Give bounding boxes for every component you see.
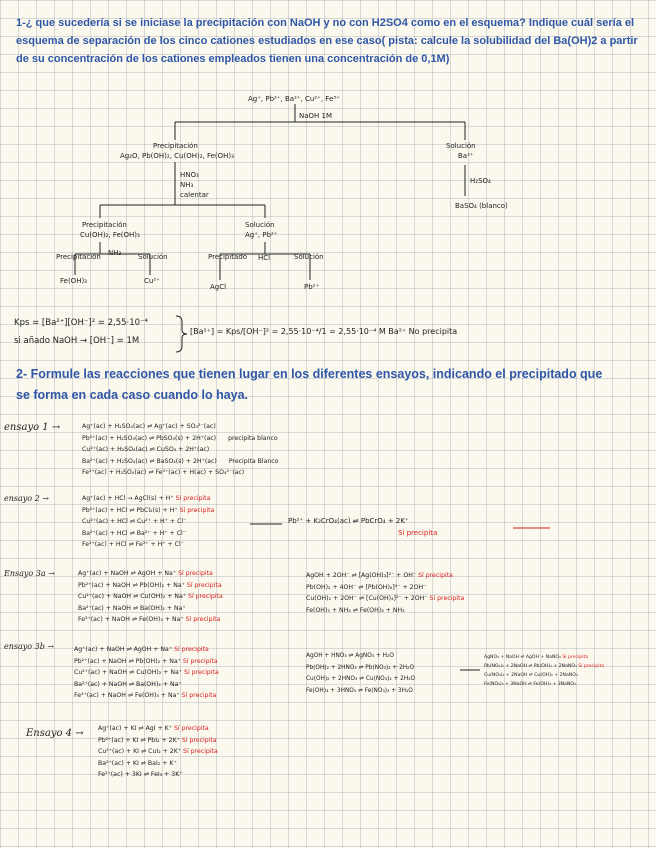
scheme-sol4-result: Pb²⁺ [304,283,320,291]
scheme-ppt3-title: Precipitación [56,253,101,261]
reaction-line: AgOH + HNO₃ ⇌ AgNO₃ + H₂O [306,653,394,659]
reaction-line: Fe³⁺(ac) + 3KI ⇌ FeI₃ + 3K⁺ [98,771,183,779]
ensayo-2-label: ensayo 2 → [4,494,49,503]
ensayo-2-side-reaction [288,516,437,539]
reaction-line: AgNO₃ + NaOH ⇌ AgOH + NaNO₃ Sí precipita [484,655,589,660]
reaction-line: Cu²⁺(ac) + H₂SO₄(ac) ⇌ CuSO₄ + 2H⁺(ac) [82,446,210,454]
reaction-line: Pb²⁺(ac) + HCl ⇌ PbCl₂(s) + H⁺ Sí precipita [82,506,215,514]
reaction-line: Ba²⁺(ac) + H₂SO₄(ac) ⇌ BaSO₄(s) + 2H⁺(ac) Precipita Blanco [82,457,279,465]
ksp-line-2: si añado NaOH → [OH⁻] = 1M [14,336,140,346]
scheme-ppt1-title: Precipitación [153,142,198,150]
reaction-line: Pb²⁺ + K₂CrO₄(ac) ⇌ PbCrO₄ + 2K⁺ [288,517,409,525]
scheme-sol3-title: Solución [138,253,168,261]
ensayo-4-label: Ensayo 4 → [26,728,84,739]
reaction-line: Ba²⁺(ac) + NaOH ⇌ Ba(OH)₂ + Na⁺ [78,604,186,612]
reaction-line: Fe(OH)₃ + NH₃ ⇌ Fe(OH)₃ + NH₃ [306,606,405,614]
reaction-line: Cu²⁺(ac) + HCl ⇌ Cu²⁺ + H⁺ + Cl⁻ [82,518,187,526]
ensayo-3b-reactions [74,644,219,702]
reaction-line: Fe³⁺(ac) + NaOH ⇌ Fe(OH)₃ + Na⁺ Sí precipita [74,692,217,700]
reaction-line: Pb²⁺(ac) + NaOH ⇌ Pb(OH)₂ + Na⁺ Sí precipita [78,581,222,589]
scheme-ppt4-title: Precipitado [208,253,248,261]
scheme-sol2-title: Solución [245,221,275,229]
reaction-line: Pb²⁺(ac) + NaOH ⇌ Pb(OH)₂ + Na⁺ Sí precipita [74,657,218,665]
scheme-ppt1-detail: Ag₂O, Pb(OH)₂, Cu(OH)₂, Fe(OH)₃ [120,152,234,160]
scheme-ppt2-detail: Cu(OH)₂, Fe(OH)₃ [80,231,140,239]
ensayo-3b-far-reactions [484,653,604,689]
ensayo-3a-reactions [78,568,223,626]
scheme-top-cations: Ag⁺, Pb²⁺, Ba²⁺, Cu²⁺, Fe³⁺ [248,95,340,103]
reaction-line: Ba²⁺(ac) + KI ⇌ BaI₂ + K⁺ [98,759,177,767]
reaction-line: Pb²⁺(ac) + KI ⇌ PbI₂ + 2K⁺ Sí precipita [98,736,217,744]
ksp-line-1: Kps = [Ba²⁺][OH⁻]² = 2,55·10⁻⁴ [14,318,148,328]
scheme-result-baso4: BaSO₄ (blanco) [455,202,508,210]
ensayo-3a-label: Ensayo 3a → [4,569,55,578]
scheme-sol3-result: Cu²⁺ [144,277,160,285]
reaction-line: Ba²⁺(ac) + NaOH ⇌ Ba(OH)₂ + Na⁺ [74,680,182,688]
scheme-ppt2-title: Precipitación [82,221,127,229]
reaction-line: Cu(OH)₂ + 2HNO₃ ⇌ Cu(NO₃)₂ + 2H₂O [306,676,416,683]
ensayo-3b-side-reactions [306,651,415,697]
ensayo-4-reactions [98,723,218,781]
reaction-line: Ag⁺(ac) + NaOH ⇌ AgOH + Na⁺ Sí precipita [78,570,213,577]
scheme-reagent2: HNO₃ NH₃ calentar [180,171,209,199]
scheme-sol1-detail: Ba²⁺ [458,152,474,160]
scheme-sol4-title: Solución [294,253,324,261]
reaction-line: Ag⁺(ac) + KI ⇌ AgI + K⁺ Sí precipita [98,725,209,732]
scheme-sol2-detail: Ag⁺, Pb²⁺ [245,231,278,239]
question-2-text: 2- Formule las reacciones que tienen lugar en los diferentes ensayos, indicando el precipitado que se forma en cada caso cuando lo haya. [16,367,603,402]
reaction-line: Fe³⁺(ac) + NaOH ⇌ Fe(OH)₃ + Na⁺ Sí precipita [78,616,221,624]
reaction-line: AgOH + 2OH⁻ ⇌ [Ag(OH)₃]²⁻ + OH⁻ Sí precipita [306,572,453,579]
reaction-line: Cu²⁺(ac) + NaOH ⇌ Cu(OH)₂ + Na⁺ Sí precipita [74,669,219,677]
reaction-line: Ag⁺(ac) + HCl → AgCl(s) + H⁺ Sí precipita [82,495,211,502]
reaction-line: Ag⁺(ac) + H₂SO₄(ac) ⇌ Ag⁺(ac) + SO₄²⁻(ac) [82,423,216,430]
reaction-line: Pb(NO₃)₂ + 2NaOH ⇌ Pb(OH)₂ + 2NaNO₃ Sí precipita [484,664,605,669]
reaction-line: Ba²⁺(ac) + HCl ⇌ Ba²⁺ + H⁺ + Cl⁻ [82,529,186,537]
reaction-line: Fe(NO₃)₃ + 3NaOH ⇌ Fe(OH)₃ + 3NaNO₃ [484,682,576,687]
ksp-result: [Ba²⁺] = Kps/[OH⁻]² = 2,55·10⁻⁴/1 = 2,55·10⁻⁴ M Ba²⁺ No precipita [190,327,458,336]
ensayo-2-reactions [82,493,214,551]
question-1-text: 1-¿ que sucedería si se iniciase la precipitación con NaOH y no con H2SO4 como en el esquema? Indique cuál sería el esquema de separación de los cinco cationes estudiados en ese caso( pista: calcule la solubilidad del Ba(OH)2 a partir de su concentración de los cationes empleados tienen una concentración de 0,1M) [16,17,638,65]
reaction-line: Pb(OH)₂ + 4OH⁻ ⇌ [Pb(OH)₆]⁴⁻ + 2OH⁻ [306,583,427,591]
scheme-ppt3-result: Fe(OH)₃ [60,277,87,285]
reaction-line: Cu(OH)₂ + 2OH⁻ ⇌ [Cu(OH)₄]²⁻ + 2OH⁻ Sí precipita [306,595,465,603]
reaction-line: Pb²⁺(ac) + H₂SO₄(ac) ⇌ PbSO₄(s) + 2H⁺(ac) precipita blanco [82,434,278,442]
reaction-line: Cu²⁺(ac) + KI ⇌ CuI₂ + 2K⁺ Sí precipita [98,748,218,756]
ensayo-3b-label: ensayo 3b → [4,642,55,651]
ensayo-1-label: ensayo 1 → [4,422,61,433]
reaction-line: Fe(OH)₃ + 3HNO₃ ⇌ Fe(NO₃)₃ + 3H₂O [306,687,413,694]
reaction-note: Sí precipita [398,528,438,537]
scheme-nh3: NH₃ [108,249,122,257]
reaction-line: Cu²⁺(ac) + NaOH ⇌ Cu(OH)₂ + Na⁺ Sí precipita [78,593,223,601]
scheme-hcl: HCl [258,254,271,262]
scheme-reagent-h2so4: H₂SO₄ [470,177,491,185]
reaction-line: Ag⁺(ac) + NaOH ⇌ AgOH + Na⁺ Sí precipita [74,646,209,653]
reaction-line: Fe³⁺(ac) + H₂SO₄(ac) ⇌ Fe³⁺(ac) + H(ac) + SO₄²⁻(ac) [82,469,245,477]
scheme-ppt4-result: AgCl [210,283,227,291]
ensayo-1-reactions [82,421,278,479]
scheme-reagent-naoh: NaOH 1M [299,112,333,120]
reaction-line: Cu(NO₃)₂ + 2NaOH ⇌ Cu(OH)₂ + 2NaNO₃ [484,673,578,678]
scheme-sol1-title: Solución [446,142,476,150]
ensayo-3a-side-reactions [306,570,464,616]
reaction-line: Pb(OH)₂ + 2HNO₃ ⇌ Pb(NO₃)₂ + 2H₂O [306,664,415,671]
reaction-line: Fe³⁺(ac) + HCl ⇌ Fe³⁺ + H⁺ + Cl⁻ [82,541,184,549]
